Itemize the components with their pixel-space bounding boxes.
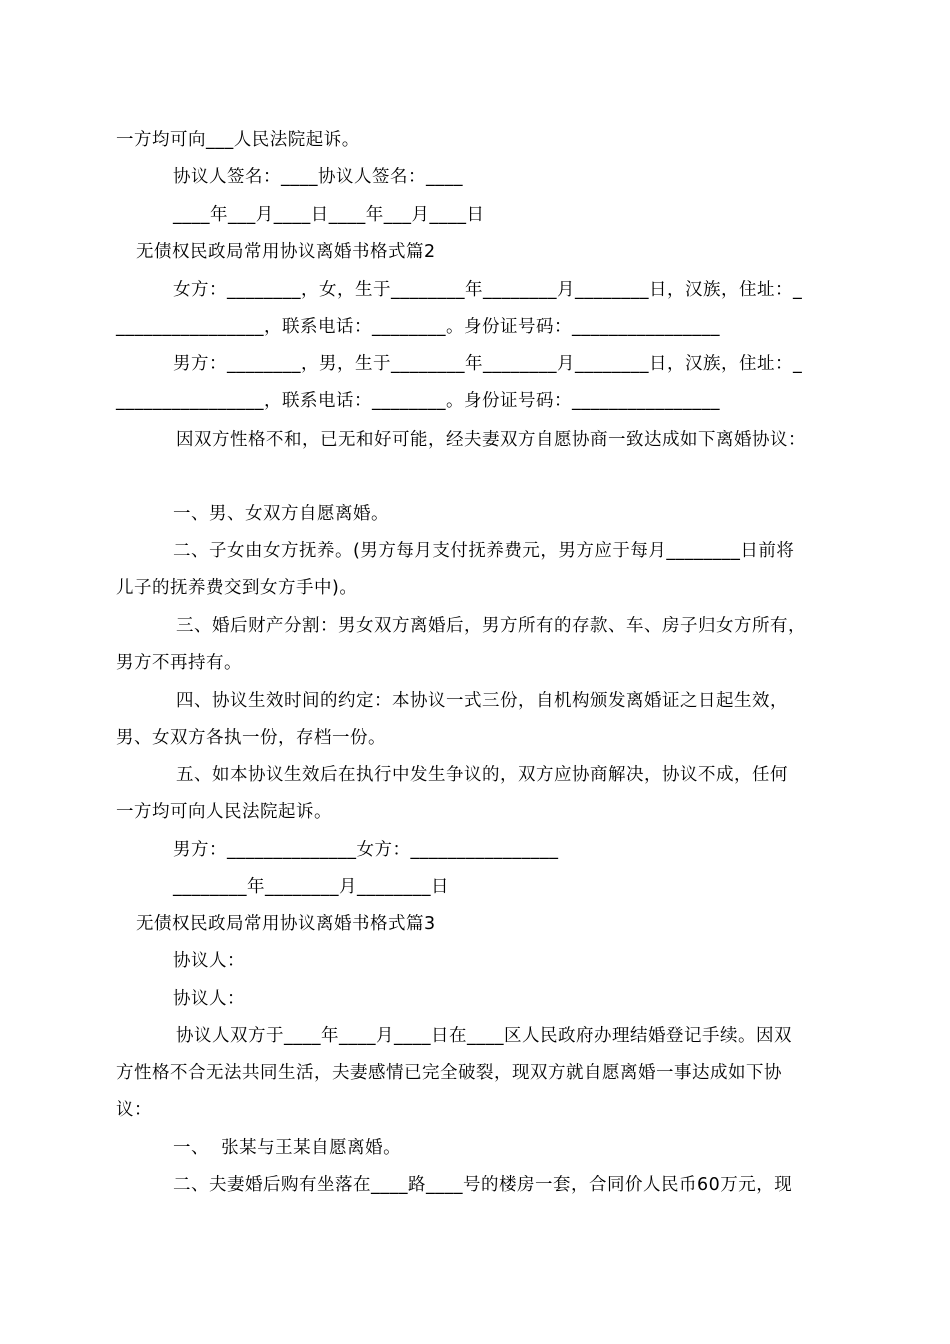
clause-1: 一、 张某与王某自愿离婚。 [173, 1138, 402, 1158]
date-line: ____年___月____日____年___月____日 [173, 205, 485, 225]
date-line: ________年________月________日 [173, 877, 449, 897]
section-heading: 无债权民政局常用协议离婚书格式篇3 [136, 914, 436, 934]
text-line: 儿子的抚养费交到女方手中)。 [116, 578, 358, 598]
party-line: 协议人： [173, 951, 245, 971]
clause-4: 四、协议生效时间的约定：本协议一式三份，自机构颁发离婚证之日起生效， [176, 691, 788, 711]
text-line: 议： [116, 1100, 152, 1120]
clause-1: 一、男、女双方自愿离婚。 [173, 504, 389, 524]
text-line: 男、女双方各执一份，存档一份。 [116, 728, 386, 748]
text-line: 方性格不合无法共同生活，夫妻感情已完全破裂，现双方就自愿离婚一事达成如下协 [116, 1063, 782, 1083]
clause-2: 二、夫妻婚后购有坐落在____路____号的楼房一套，合同价人民币60万元，现 [173, 1175, 793, 1195]
signature-line: 男方：______________女方：________________ [173, 840, 559, 860]
female-party-line: 女方：________，女，生于________年________月________日，汉族，住址：_ [173, 280, 803, 300]
text-line: ________________，联系电话：________。身份证号码：________________ [116, 317, 720, 337]
text-line: 男方不再持有。 [116, 653, 242, 673]
paragraph-line: 协议人双方于____年____月____日在____区人民政府办理结婚登记手续。因双 [176, 1026, 792, 1046]
text-line: ________________，联系电话：________。身份证号码：________________ [116, 391, 720, 411]
agreement-intro: 因双方性格不和，已无和好可能，经夫妻双方自愿协商一致达成如下离婚协议： [176, 430, 806, 450]
clause-5: 五、如本协议生效后在执行中发生争议的，双方应协商解决，协议不成，任何 [176, 765, 788, 785]
male-party-line: 男方：________，男，生于________年________月________日，汉族，住址：_ [173, 354, 803, 374]
text-line: 一方均可向人民法院起诉。 [116, 802, 332, 822]
signature-line: 协议人签名：____协议人签名：____ [173, 167, 463, 187]
party-line: 协议人： [173, 989, 245, 1009]
text-line: 一方均可向___人民法院起诉。 [116, 130, 360, 150]
section-heading: 无债权民政局常用协议离婚书格式篇2 [136, 242, 436, 262]
clause-2: 二、子女由女方抚养。(男方每月支付抚养费元，男方应于每月________日前将 [173, 541, 795, 561]
clause-3: 三、婚后财产分割：男女双方离婚后，男方所有的存款、车、房子归女方所有， [176, 616, 806, 636]
